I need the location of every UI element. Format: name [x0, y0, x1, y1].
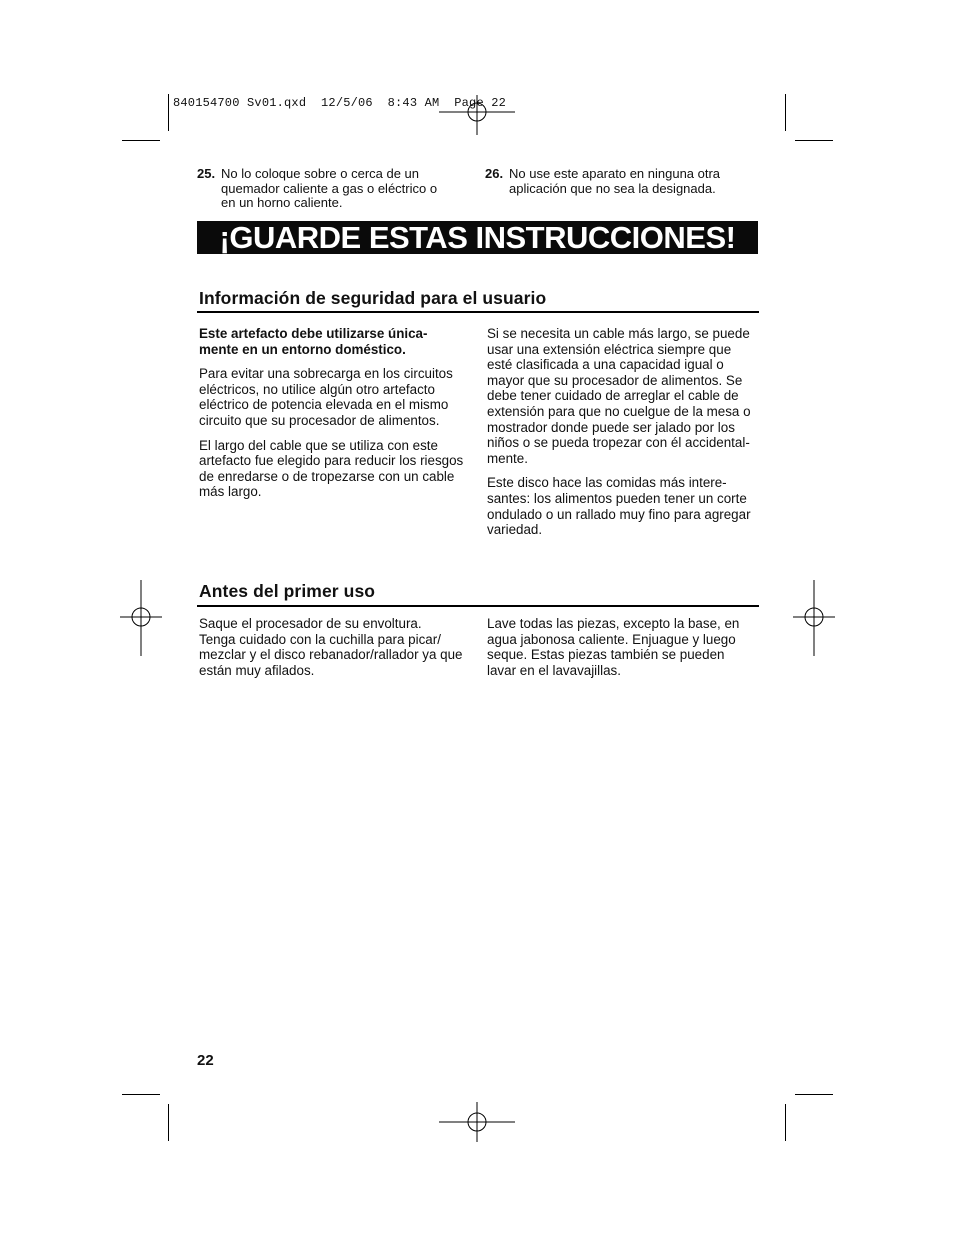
first-use-left-column: [199, 616, 474, 687]
list-item-26: [485, 167, 755, 197]
section-rule: [197, 311, 759, 313]
page-number: 22: [197, 1052, 214, 1069]
registration-mark-icon: [793, 580, 835, 656]
item-number: 25.: [197, 166, 216, 181]
registration-mark-icon: [120, 580, 162, 656]
safety-left-column: [199, 326, 474, 509]
washing-paragraph: Lave todas las piezas, excepto la base, en agua jabonosa caliente. Enjuague y luego seque. Estas piezas también se pueden lavar en el lavavajillas.: [487, 616, 740, 678]
section-heading-safety: Información de seguridad para el usuario: [199, 288, 547, 308]
print-slug-line: 840154700 Sv01.qxd 12/5/06 8:43 AM Page 22: [173, 96, 507, 110]
section-rule: [197, 605, 759, 607]
extension-cord-paragraph: Si se necesita un cable más largo, se puede usar una extensión eléctrica siempre que esté clasificada a una capacidad igual o mayor que su procesador de alimentos. Se debe tener cuidado de arreglar el cable de extensión para que no cuelgue de la mesa o mostrador donde puede ser jalado por los niños o se pueda tropezar con él accidental- mente.: [487, 326, 751, 466]
cord-length-paragraph: El largo del cable que se utiliza con este artefacto fue elegido para reducir los riesgos de enredarse o de tropezarse con un cable más largo.: [199, 437, 464, 500]
domestic-use-notice: Este artefacto debe utilizarse única- mente en un entorno doméstico.: [199, 326, 428, 357]
section-heading-first-use: Antes del primer uso: [199, 581, 376, 601]
registration-mark-icon: [439, 1102, 515, 1142]
save-instructions-banner: ¡GUARDE ESTAS INSTRUCCIONES!: [197, 221, 758, 254]
unpack-paragraph: Saque el procesador de su envoltura. Tenga cuidado con la cuchilla para picar/ mezclar y el disco rebanador/rallador ya que están muy afilados.: [199, 616, 463, 678]
item-number: 26.: [485, 166, 504, 181]
registration-mark-icon: [439, 95, 515, 135]
circuit-overload-paragraph: Para evitar una sobrecarga en los circuitos eléctricos, no utilice algún otro artefacto eléctrico de potencia elevada en el mismo circuito que su procesador de alimentos.: [199, 366, 453, 428]
disc-paragraph: Este disco hace las comidas más intere- santes: los alimentos pueden tener un corte ondulado o un rallado muy fino para agregar variedad.: [487, 475, 751, 538]
safety-right-column: [487, 326, 759, 547]
item-text: No use este aparato en ninguna otra aplicación que no sea la designada.: [509, 166, 721, 196]
first-use-right-column: [487, 616, 759, 687]
item-text: No lo coloque sobre o cerca de un quemador caliente a gas o eléctrico o en un horno caliente.: [221, 166, 438, 210]
list-item-25: [197, 167, 467, 212]
